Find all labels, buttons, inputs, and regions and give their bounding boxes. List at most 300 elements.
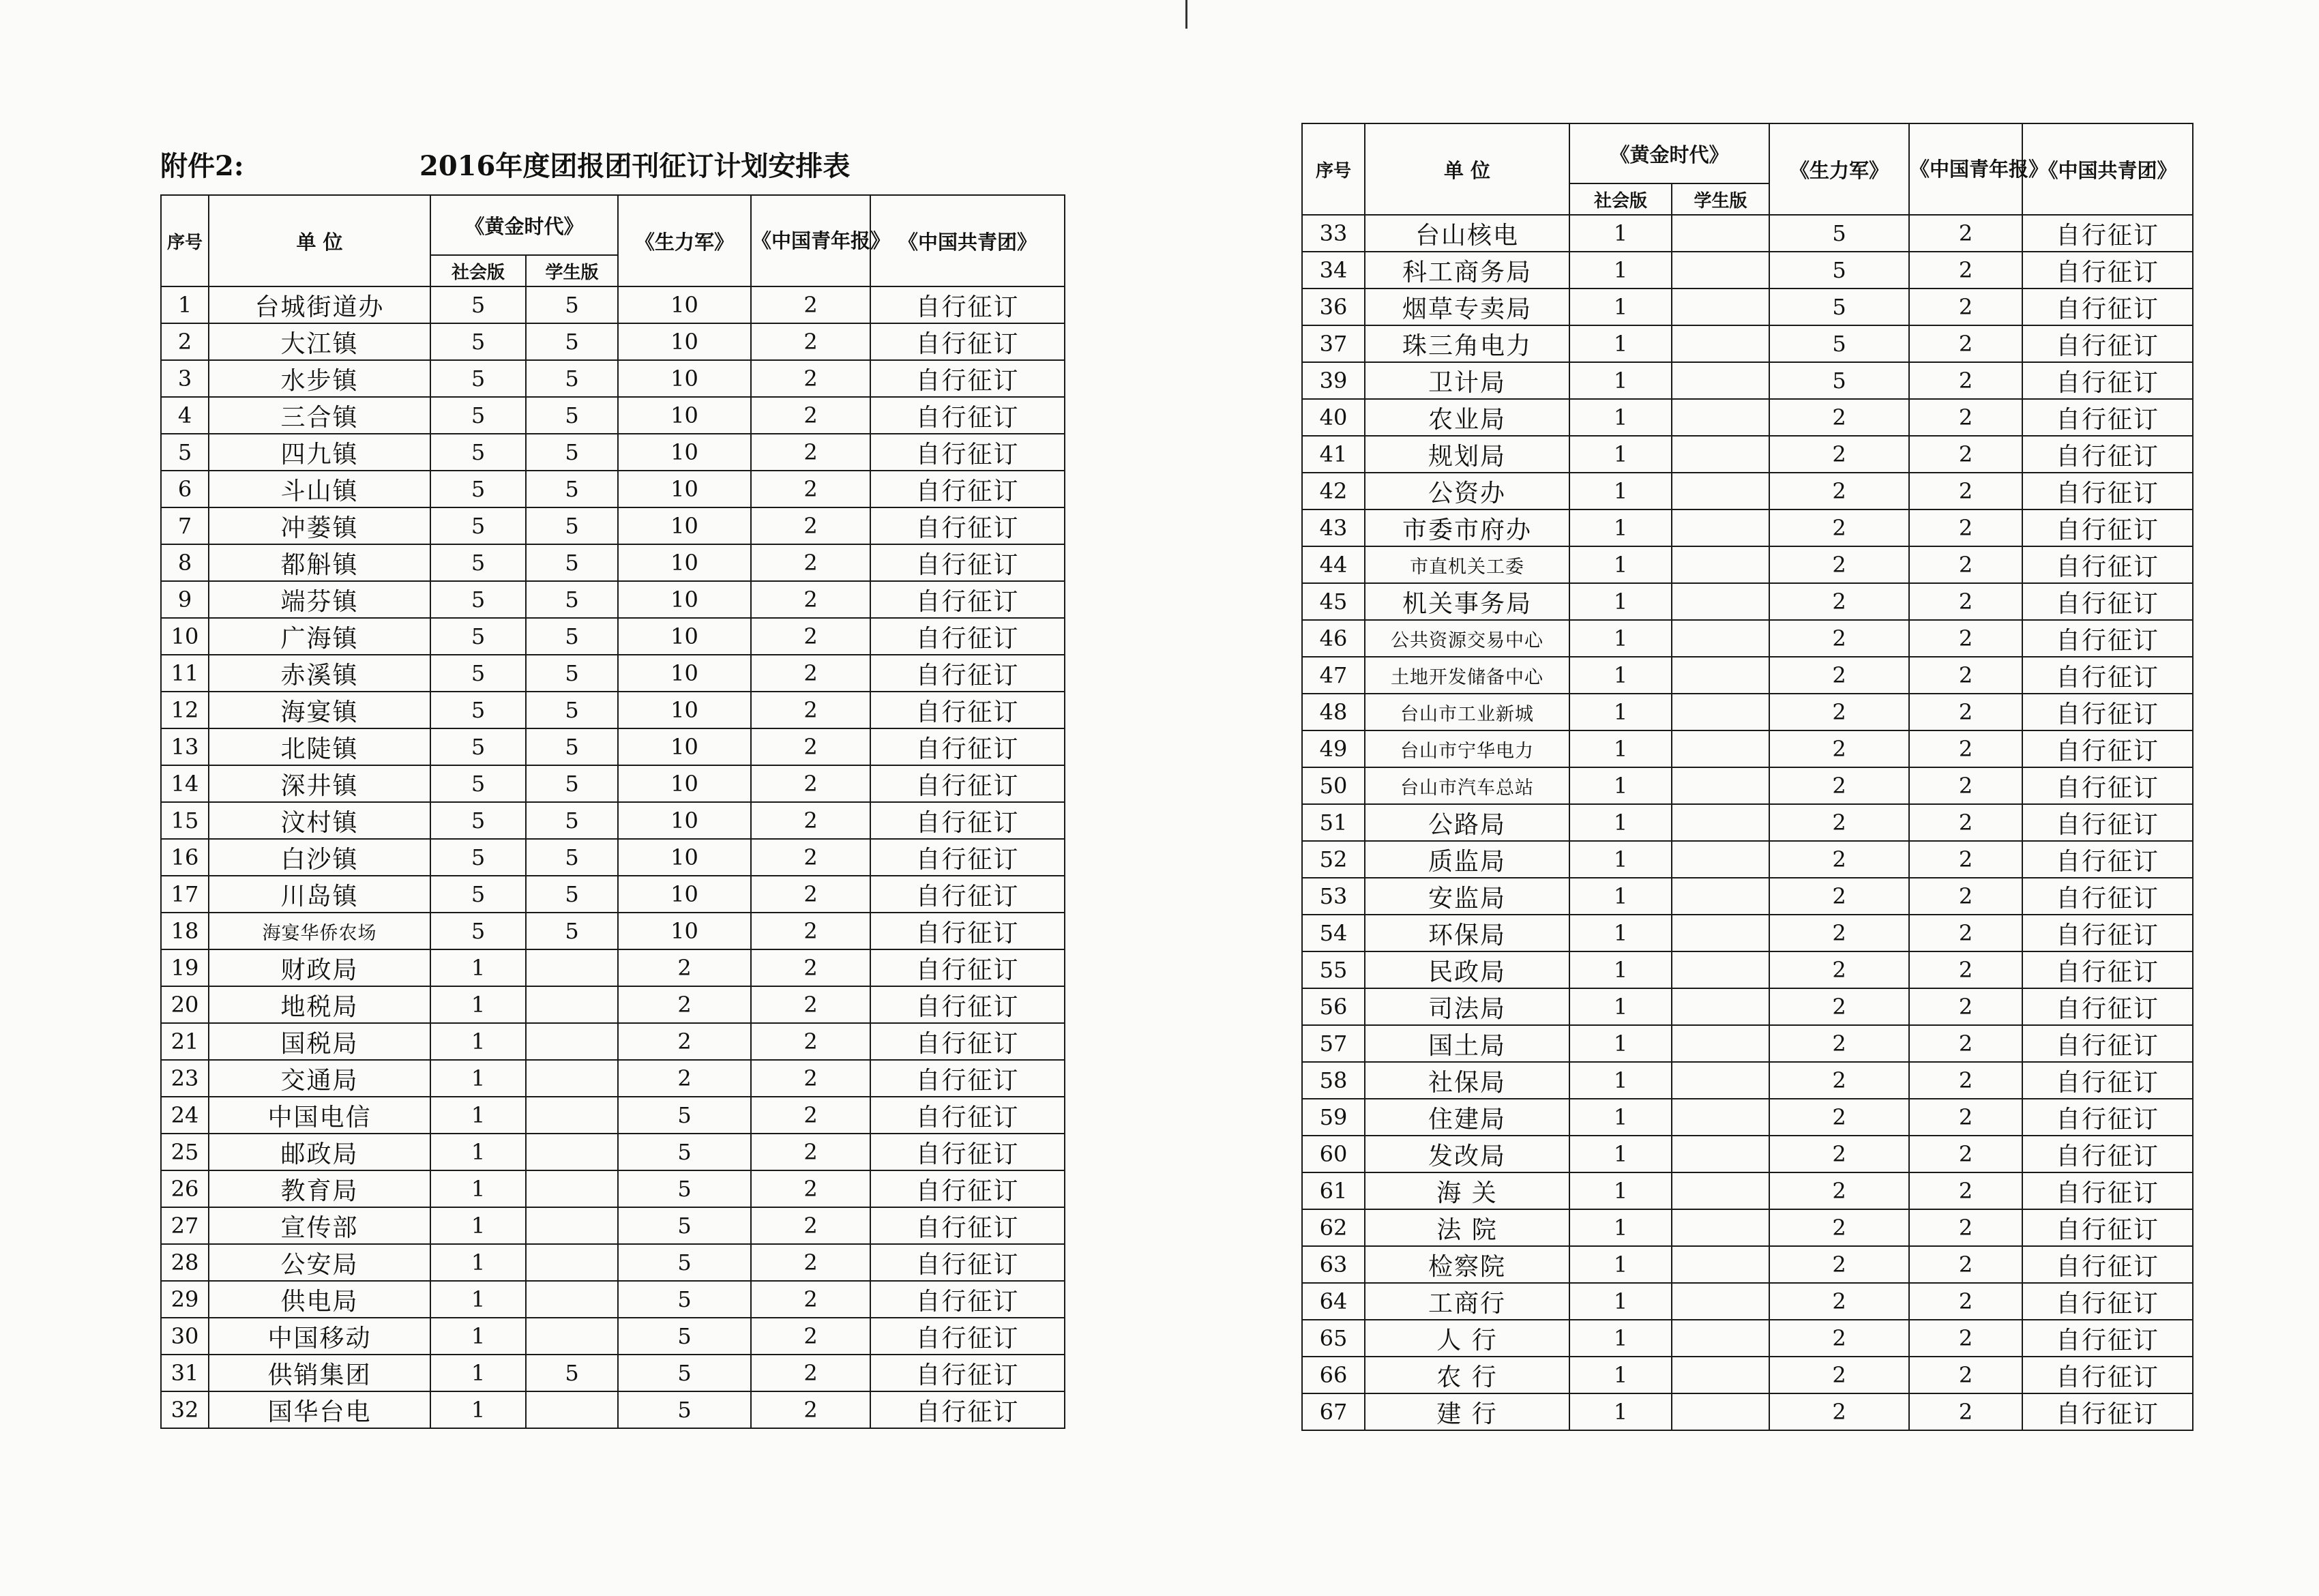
header-gongqingtuan: 《中国共青团》	[2022, 123, 2193, 215]
shengli-cell: 5	[618, 1281, 751, 1318]
page-fold-mark	[1185, 0, 1187, 29]
unit-cell: 财政局	[209, 949, 430, 986]
student-edition-cell: 5	[526, 1355, 618, 1391]
social-edition-cell: 1	[1569, 546, 1672, 583]
gongqingtuan-cell: 自行征订	[870, 434, 1065, 471]
shengli-cell: 2	[1769, 1136, 1909, 1172]
seq-cell: 36	[1302, 289, 1365, 325]
table-row	[161, 1318, 1065, 1355]
table-row	[1302, 1357, 2193, 1393]
table-row	[1302, 325, 2193, 362]
student-edition-cell	[1672, 1357, 1769, 1393]
table-row	[161, 1391, 1065, 1428]
unit-cell: 三合镇	[209, 397, 430, 434]
gongqingtuan-cell: 自行征订	[2022, 1357, 2193, 1393]
qingnian-cell: 2	[751, 618, 870, 655]
social-edition-cell: 1	[1569, 1209, 1672, 1246]
student-edition-cell	[1672, 1025, 1769, 1062]
seq-cell: 21	[161, 1023, 209, 1060]
student-edition-cell	[526, 1244, 618, 1281]
qingnian-cell: 2	[751, 949, 870, 986]
gongqingtuan-cell: 自行征订	[870, 1097, 1065, 1134]
student-edition-cell	[1672, 289, 1769, 325]
qingnian-cell: 2	[751, 286, 870, 323]
gongqingtuan-cell: 自行征订	[2022, 988, 2193, 1025]
social-edition-cell: 5	[430, 876, 526, 913]
unit-cell: 科工商务局	[1365, 252, 1569, 289]
header-social-edition: 社会版	[1569, 183, 1672, 215]
shengli-cell: 2	[1769, 841, 1909, 878]
shengli-cell: 2	[1769, 1283, 1909, 1320]
unit-cell: 深井镇	[209, 765, 430, 802]
qingnian-cell: 2	[751, 1060, 870, 1097]
social-edition-cell: 5	[430, 323, 526, 360]
shengli-cell: 5	[1769, 215, 1909, 252]
student-edition-cell	[1672, 1136, 1769, 1172]
unit-cell: 住建局	[1365, 1099, 1569, 1136]
qingnian-cell: 2	[1909, 546, 2022, 583]
shengli-cell: 2	[1769, 1357, 1909, 1393]
social-edition-cell: 5	[430, 434, 526, 471]
student-edition-cell	[1672, 1393, 1769, 1430]
table-row	[161, 1244, 1065, 1281]
shengli-cell: 10	[618, 323, 751, 360]
shengli-cell: 2	[1769, 399, 1909, 436]
table-row	[1302, 1209, 2193, 1246]
shengli-cell: 2	[1769, 1099, 1909, 1136]
social-edition-cell: 1	[1569, 657, 1672, 694]
qingnian-cell: 2	[751, 876, 870, 913]
gongqingtuan-cell: 自行征订	[2022, 951, 2193, 988]
seq-cell: 56	[1302, 988, 1365, 1025]
student-edition-cell	[526, 1207, 618, 1244]
qingnian-cell: 2	[751, 1097, 870, 1134]
unit-cell: 台山市工业新城	[1365, 694, 1569, 730]
gongqingtuan-cell: 自行征订	[2022, 1283, 2193, 1320]
student-edition-cell	[1672, 1320, 1769, 1357]
unit-cell: 市委市府办	[1365, 509, 1569, 546]
social-edition-cell: 1	[430, 1355, 526, 1391]
student-edition-cell	[526, 1318, 618, 1355]
unit-cell: 中国移动	[209, 1318, 430, 1355]
unit-cell: 台山市宁华电力	[1365, 730, 1569, 767]
qingnian-cell: 2	[751, 1170, 870, 1207]
unit-cell: 教育局	[209, 1170, 430, 1207]
seq-cell: 8	[161, 544, 209, 581]
social-edition-cell: 1	[1569, 1062, 1672, 1099]
gongqingtuan-cell: 自行征订	[2022, 694, 2193, 730]
document-title: 2016年度团报团刊征订计划安排表	[419, 150, 851, 182]
gongqingtuan-cell: 自行征订	[870, 802, 1065, 839]
table-row	[161, 323, 1065, 360]
shengli-cell: 5	[1769, 325, 1909, 362]
table-row	[1302, 804, 2193, 841]
unit-cell: 赤溪镇	[209, 655, 430, 692]
subscription-table-right	[1301, 123, 2194, 1431]
shengli-cell: 2	[1769, 436, 1909, 473]
seq-cell: 10	[161, 618, 209, 655]
shengli-cell: 2	[1769, 1246, 1909, 1283]
gongqingtuan-cell: 自行征订	[870, 1060, 1065, 1097]
shengli-cell: 5	[618, 1134, 751, 1170]
qingnian-cell: 2	[1909, 767, 2022, 804]
shengli-cell: 2	[1769, 546, 1909, 583]
student-edition-cell: 5	[526, 728, 618, 765]
qingnian-cell: 2	[751, 913, 870, 949]
student-edition-cell	[1672, 436, 1769, 473]
gongqingtuan-cell: 自行征订	[870, 949, 1065, 986]
table-row	[1302, 988, 2193, 1025]
seq-cell: 13	[161, 728, 209, 765]
seq-cell: 6	[161, 471, 209, 507]
table-row	[161, 1207, 1065, 1244]
seq-cell: 65	[1302, 1320, 1365, 1357]
seq-cell: 5	[161, 434, 209, 471]
table-row	[1302, 215, 2193, 252]
unit-cell: 法 院	[1365, 1209, 1569, 1246]
seq-cell: 53	[1302, 878, 1365, 915]
student-edition-cell: 5	[526, 692, 618, 728]
gongqingtuan-cell: 自行征订	[870, 1170, 1065, 1207]
seq-cell: 12	[161, 692, 209, 728]
social-edition-cell: 5	[430, 839, 526, 876]
social-edition-cell: 1	[430, 1207, 526, 1244]
student-edition-cell: 5	[526, 360, 618, 397]
unit-cell: 供销集团	[209, 1355, 430, 1391]
gongqingtuan-cell: 自行征订	[2022, 473, 2193, 509]
student-edition-cell: 5	[526, 839, 618, 876]
unit-cell: 地税局	[209, 986, 430, 1023]
shengli-cell: 5	[618, 1097, 751, 1134]
gongqingtuan-cell: 自行征订	[2022, 252, 2193, 289]
gongqingtuan-cell: 自行征订	[870, 765, 1065, 802]
social-edition-cell: 5	[430, 692, 526, 728]
seq-cell: 67	[1302, 1393, 1365, 1430]
shengli-cell: 2	[1769, 951, 1909, 988]
seq-cell: 37	[1302, 325, 1365, 362]
gongqingtuan-cell: 自行征订	[2022, 1099, 2193, 1136]
seq-cell: 57	[1302, 1025, 1365, 1062]
shengli-cell: 2	[1769, 988, 1909, 1025]
unit-cell: 供电局	[209, 1281, 430, 1318]
social-edition-cell: 1	[430, 1134, 526, 1170]
shengli-cell: 10	[618, 360, 751, 397]
unit-cell: 海宴华侨农场	[209, 913, 430, 949]
table-row	[161, 1355, 1065, 1391]
qingnian-cell: 2	[1909, 362, 2022, 399]
student-edition-cell	[526, 949, 618, 986]
qingnian-cell: 2	[751, 986, 870, 1023]
gongqingtuan-cell: 自行征订	[2022, 325, 2193, 362]
student-edition-cell	[1672, 915, 1769, 951]
attachment-label: 附件2:	[160, 150, 244, 182]
social-edition-cell: 5	[430, 471, 526, 507]
gongqingtuan-cell: 自行征订	[870, 544, 1065, 581]
qingnian-cell: 2	[1909, 988, 2022, 1025]
unit-cell: 宣传部	[209, 1207, 430, 1244]
social-edition-cell: 1	[1569, 841, 1672, 878]
social-edition-cell: 1	[1569, 252, 1672, 289]
social-edition-cell: 1	[1569, 915, 1672, 951]
header-qingnian: 《中国青年报》	[751, 195, 870, 286]
gongqingtuan-cell: 自行征订	[2022, 509, 2193, 546]
qingnian-cell: 2	[1909, 473, 2022, 509]
shengli-cell: 5	[618, 1391, 751, 1428]
unit-cell: 农业局	[1365, 399, 1569, 436]
shengli-cell: 2	[1769, 620, 1909, 657]
table-row	[1302, 951, 2193, 988]
table-row	[161, 692, 1065, 728]
table-row	[161, 507, 1065, 544]
shengli-cell: 10	[618, 765, 751, 802]
gongqingtuan-cell: 自行征订	[2022, 841, 2193, 878]
gongqingtuan-cell: 自行征订	[2022, 362, 2193, 399]
unit-cell: 司法局	[1365, 988, 1569, 1025]
unit-cell: 四九镇	[209, 434, 430, 471]
social-edition-cell: 1	[1569, 1283, 1672, 1320]
gongqingtuan-cell: 自行征订	[2022, 1172, 2193, 1209]
seq-cell: 11	[161, 655, 209, 692]
unit-cell: 邮政局	[209, 1134, 430, 1170]
seq-cell: 42	[1302, 473, 1365, 509]
table-body-right	[1302, 215, 2193, 1430]
qingnian-cell: 2	[1909, 878, 2022, 915]
gongqingtuan-cell: 自行征订	[2022, 583, 2193, 620]
gongqingtuan-cell: 自行征订	[2022, 1209, 2193, 1246]
gongqingtuan-cell: 自行征订	[870, 1023, 1065, 1060]
social-edition-cell: 5	[430, 286, 526, 323]
seq-cell: 58	[1302, 1062, 1365, 1099]
seq-cell: 64	[1302, 1283, 1365, 1320]
header-huangjin: 《黄金时代》	[430, 195, 618, 255]
table-row	[1302, 473, 2193, 509]
qingnian-cell: 2	[1909, 694, 2022, 730]
gongqingtuan-cell: 自行征订	[870, 323, 1065, 360]
social-edition-cell: 1	[1569, 289, 1672, 325]
shengli-cell: 5	[1769, 289, 1909, 325]
gongqingtuan-cell: 自行征订	[870, 986, 1065, 1023]
social-edition-cell: 1	[1569, 436, 1672, 473]
unit-cell: 国土局	[1365, 1025, 1569, 1062]
student-edition-cell	[1672, 1246, 1769, 1283]
social-edition-cell: 1	[1569, 1246, 1672, 1283]
table-row	[1302, 1283, 2193, 1320]
table-row	[161, 728, 1065, 765]
social-edition-cell: 1	[1569, 767, 1672, 804]
qingnian-cell: 2	[1909, 436, 2022, 473]
unit-cell: 公资办	[1365, 473, 1569, 509]
social-edition-cell: 5	[430, 618, 526, 655]
table-row	[1302, 767, 2193, 804]
shengli-cell: 5	[618, 1318, 751, 1355]
seq-cell: 32	[161, 1391, 209, 1428]
table-row	[1302, 1136, 2193, 1172]
unit-cell: 人 行	[1365, 1320, 1569, 1357]
header-huangjin: 《黄金时代》	[1569, 123, 1769, 183]
table-row	[1302, 694, 2193, 730]
shengli-cell: 2	[1769, 694, 1909, 730]
shengli-cell: 5	[618, 1355, 751, 1391]
student-edition-cell: 5	[526, 397, 618, 434]
qingnian-cell: 2	[751, 1355, 870, 1391]
shengli-cell: 10	[618, 471, 751, 507]
qingnian-cell: 2	[751, 765, 870, 802]
seq-cell: 20	[161, 986, 209, 1023]
unit-cell: 机关事务局	[1365, 583, 1569, 620]
unit-cell: 安监局	[1365, 878, 1569, 915]
table-row	[1302, 583, 2193, 620]
table-row	[161, 1097, 1065, 1134]
seq-cell: 15	[161, 802, 209, 839]
qingnian-cell: 2	[1909, 252, 2022, 289]
shengli-cell: 5	[618, 1170, 751, 1207]
qingnian-cell: 2	[751, 1207, 870, 1244]
unit-cell: 市直机关工委	[1365, 546, 1569, 583]
student-edition-cell	[526, 1134, 618, 1170]
shengli-cell: 5	[1769, 362, 1909, 399]
student-edition-cell	[1672, 951, 1769, 988]
gongqingtuan-cell: 自行征订	[2022, 289, 2193, 325]
student-edition-cell	[526, 1391, 618, 1428]
gongqingtuan-cell: 自行征订	[2022, 1062, 2193, 1099]
table-row	[1302, 362, 2193, 399]
unit-cell: 社保局	[1365, 1062, 1569, 1099]
student-edition-cell: 5	[526, 802, 618, 839]
seq-cell: 63	[1302, 1246, 1365, 1283]
gongqingtuan-cell: 自行征订	[2022, 436, 2193, 473]
student-edition-cell: 5	[526, 471, 618, 507]
unit-cell: 中国电信	[209, 1097, 430, 1134]
social-edition-cell: 1	[1569, 473, 1672, 509]
gongqingtuan-cell: 自行征订	[870, 360, 1065, 397]
qingnian-cell: 2	[751, 1023, 870, 1060]
gongqingtuan-cell: 自行征订	[2022, 767, 2193, 804]
unit-cell: 交通局	[209, 1060, 430, 1097]
seq-cell: 31	[161, 1355, 209, 1391]
unit-cell: 公共资源交易中心	[1365, 620, 1569, 657]
unit-cell: 海 关	[1365, 1172, 1569, 1209]
unit-cell: 都斛镇	[209, 544, 430, 581]
unit-cell: 规划局	[1365, 436, 1569, 473]
student-edition-cell: 5	[526, 581, 618, 618]
shengli-cell: 2	[1769, 804, 1909, 841]
qingnian-cell: 2	[1909, 1246, 2022, 1283]
shengli-cell: 10	[618, 434, 751, 471]
seq-cell: 48	[1302, 694, 1365, 730]
table-row	[1302, 399, 2193, 436]
shengli-cell: 2	[1769, 1320, 1909, 1357]
shengli-cell: 2	[1769, 878, 1909, 915]
seq-cell: 40	[1302, 399, 1365, 436]
social-edition-cell: 5	[430, 507, 526, 544]
unit-cell: 工商行	[1365, 1283, 1569, 1320]
shengli-cell: 2	[618, 949, 751, 986]
qingnian-cell: 2	[1909, 325, 2022, 362]
seq-cell: 3	[161, 360, 209, 397]
table-row	[161, 1023, 1065, 1060]
header-social-edition: 社会版	[430, 255, 526, 286]
qingnian-cell: 2	[1909, 289, 2022, 325]
table-row	[161, 949, 1065, 986]
table-row	[161, 286, 1065, 323]
unit-cell: 台山市汽车总站	[1365, 767, 1569, 804]
table-row	[1302, 546, 2193, 583]
student-edition-cell	[1672, 1283, 1769, 1320]
gongqingtuan-cell: 自行征订	[870, 1318, 1065, 1355]
social-edition-cell: 1	[430, 1391, 526, 1428]
social-edition-cell: 1	[430, 986, 526, 1023]
social-edition-cell: 5	[430, 655, 526, 692]
social-edition-cell: 5	[430, 913, 526, 949]
seq-cell: 41	[1302, 436, 1365, 473]
student-edition-cell	[1672, 1062, 1769, 1099]
shengli-cell: 2	[1769, 1393, 1909, 1430]
social-edition-cell: 5	[430, 360, 526, 397]
header-gongqingtuan: 《中国共青团》	[870, 195, 1065, 286]
student-edition-cell	[1672, 841, 1769, 878]
seq-cell: 26	[161, 1170, 209, 1207]
seq-cell: 62	[1302, 1209, 1365, 1246]
seq-cell: 2	[161, 323, 209, 360]
gongqingtuan-cell: 自行征订	[2022, 730, 2193, 767]
qingnian-cell: 2	[1909, 399, 2022, 436]
shengli-cell: 2	[618, 986, 751, 1023]
gongqingtuan-cell: 自行征订	[870, 397, 1065, 434]
student-edition-cell	[526, 986, 618, 1023]
qingnian-cell: 2	[1909, 509, 2022, 546]
seq-cell: 19	[161, 949, 209, 986]
unit-cell: 民政局	[1365, 951, 1569, 988]
social-edition-cell: 1	[1569, 620, 1672, 657]
social-edition-cell: 1	[1569, 1099, 1672, 1136]
table-row	[161, 397, 1065, 434]
social-edition-cell: 5	[430, 765, 526, 802]
seq-cell: 1	[161, 286, 209, 323]
student-edition-cell	[1672, 767, 1769, 804]
unit-cell: 公路局	[1365, 804, 1569, 841]
table-row	[161, 471, 1065, 507]
unit-cell: 农 行	[1365, 1357, 1569, 1393]
unit-cell: 卫计局	[1365, 362, 1569, 399]
qingnian-cell: 2	[751, 692, 870, 728]
seq-cell: 18	[161, 913, 209, 949]
header-shengli: 《生力军》	[1769, 123, 1909, 215]
header-student-edition: 学生版	[526, 255, 618, 286]
social-edition-cell: 1	[1569, 1025, 1672, 1062]
shengli-cell: 10	[618, 655, 751, 692]
shengli-cell: 2	[1769, 1172, 1909, 1209]
social-edition-cell: 1	[1569, 215, 1672, 252]
social-edition-cell: 1	[1569, 1320, 1672, 1357]
qingnian-cell: 2	[751, 1134, 870, 1170]
table-row	[1302, 915, 2193, 951]
gongqingtuan-cell: 自行征订	[870, 471, 1065, 507]
seq-cell: 17	[161, 876, 209, 913]
table-row	[161, 360, 1065, 397]
seq-cell: 55	[1302, 951, 1365, 988]
table-row	[161, 1060, 1065, 1097]
shengli-cell: 10	[618, 286, 751, 323]
qingnian-cell: 2	[751, 655, 870, 692]
qingnian-cell: 2	[751, 507, 870, 544]
shengli-cell: 2	[1769, 657, 1909, 694]
shengli-cell: 2	[1769, 473, 1909, 509]
unit-cell: 土地开发储备中心	[1365, 657, 1569, 694]
seq-cell: 39	[1302, 362, 1365, 399]
gongqingtuan-cell: 自行征订	[870, 1281, 1065, 1318]
student-edition-cell: 5	[526, 765, 618, 802]
seq-cell: 27	[161, 1207, 209, 1244]
